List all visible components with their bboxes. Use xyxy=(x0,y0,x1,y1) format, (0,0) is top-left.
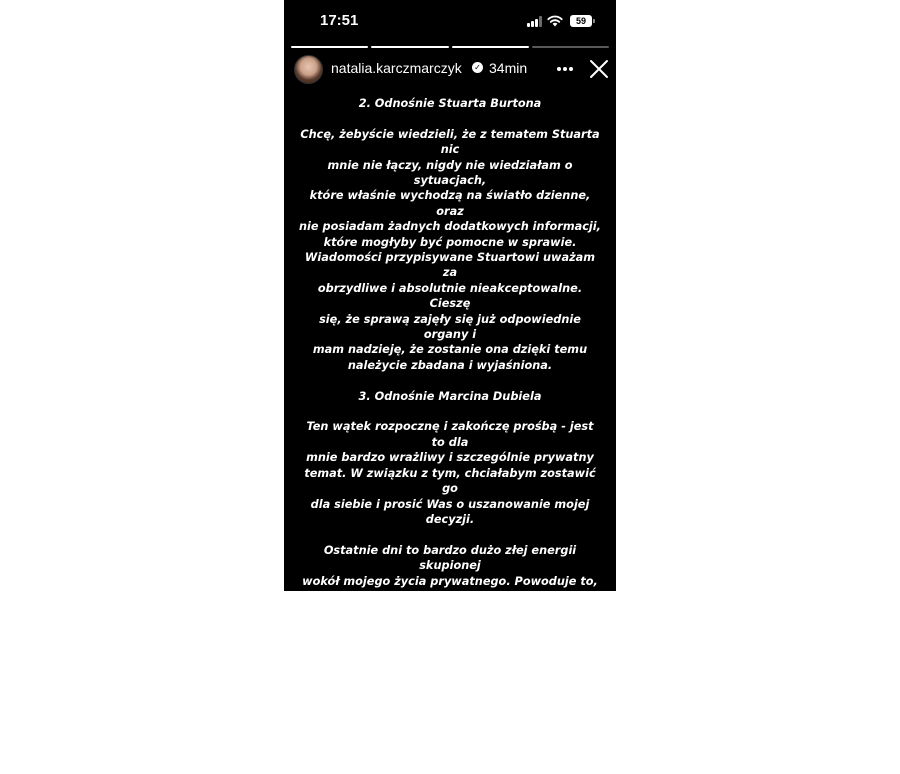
battery-icon: 59 xyxy=(570,15,592,27)
story-text-line: do normalności, choć nie będzie to łatwe. Liczę xyxy=(299,666,601,680)
story-viewer xyxy=(284,0,616,773)
paragraph-gap xyxy=(298,404,602,419)
paragraph-gap xyxy=(298,527,602,542)
wifi-icon xyxy=(547,14,563,27)
paragraph-gap xyxy=(298,373,602,388)
story-text-line: powiedzieć, że w całej tej sprawie, xyxy=(339,744,561,757)
story-text xyxy=(298,96,602,774)
avatar[interactable] xyxy=(294,55,323,84)
story-text-line: mnie nie łączy, nigdy nie wiedziałam o sytuacjach, xyxy=(327,158,573,188)
story-header xyxy=(284,54,616,86)
story-progress-segment xyxy=(291,46,368,48)
status-bar xyxy=(284,0,616,42)
story-text-line: się, że sprawą zajęły się już odpowiednie organy i xyxy=(319,312,581,342)
story-text-line: które właśnie wychodzą na światło dzienne, oraz xyxy=(309,189,591,218)
status-time: 17:51 xyxy=(320,12,359,29)
story-text-line: mnie bardzo wrażliwy i szczególnie prywatny xyxy=(306,451,594,465)
story-progress-segment xyxy=(452,46,529,48)
story-timestamp: 34min xyxy=(489,60,528,76)
signal-icon xyxy=(527,16,543,27)
verified-badge-icon: ✓ xyxy=(472,62,483,73)
story-text-line: Ten wątek rozpocznę i zakończę prośbą - jest to dla xyxy=(306,420,594,449)
story-progress-segment xyxy=(532,46,609,48)
username-link[interactable]: natalia.karczmarczyk xyxy=(331,60,462,76)
story-progress-segment xyxy=(371,46,448,48)
more-options-icon[interactable] xyxy=(557,67,573,71)
story-text-line: temat. W związku z tym, chciałabym zostawić go xyxy=(304,466,596,496)
story-text-line: należycie zbadana i wyjaśniona. xyxy=(347,358,553,372)
story-text-line: sprawiedliwości stało się zadość. xyxy=(344,759,556,773)
story-progress-bar xyxy=(291,46,609,49)
story-text-line: 2. Odnośnie Stuarta Burtona xyxy=(358,97,542,110)
battery-tip xyxy=(593,19,595,23)
story-text-line: 3. Odnośnie Marcina Dubiela xyxy=(358,389,542,403)
story-text-line: Wiadomości przypisywane Stuartowi uważam za xyxy=(304,251,596,280)
story-text-line: nie posiadam żadnych dodatkowych informacji, xyxy=(299,220,601,234)
story-text-line: wokół mojego życia prywatnego. Powoduje to, że xyxy=(302,574,598,603)
paragraph-gap xyxy=(298,111,602,126)
story-text-line: decyzji. xyxy=(425,512,475,526)
close-icon[interactable] xyxy=(589,59,609,79)
story-text-line: obrzydliwe i absolutnie nieakceptowalne. Cieszę xyxy=(317,281,583,311)
story-text-line: Chcę, żebyście wiedzieli, że z tematem Stuarta nic xyxy=(300,127,600,157)
story-text-line: nie jestem w stanie normalnie funkcjonować. Moje xyxy=(305,605,594,634)
story-text-line: dla siebie i prosić Was o uszanowanie mojej xyxy=(310,497,590,511)
story-text-line: w tych trudnych chwilach. xyxy=(366,713,534,727)
story-text-line: Ostatnie dni to bardzo dużo złej energii skupionej xyxy=(323,543,577,573)
story-text-line: Mam też nadzieję, że z czasem będziemy mogli xyxy=(300,728,600,742)
story-text-line: które mogłyby być pomocne w sprawie. xyxy=(323,235,577,249)
story-text-line: mam nadzieję, że zostanie ona dzięki temu xyxy=(312,343,588,357)
story-text-line: jednak na to, że są tu osoby, które zostaną ze mną xyxy=(303,682,597,711)
story-text-line: kolejne kroki będę więc kierowała ku powrotowi xyxy=(332,636,568,665)
